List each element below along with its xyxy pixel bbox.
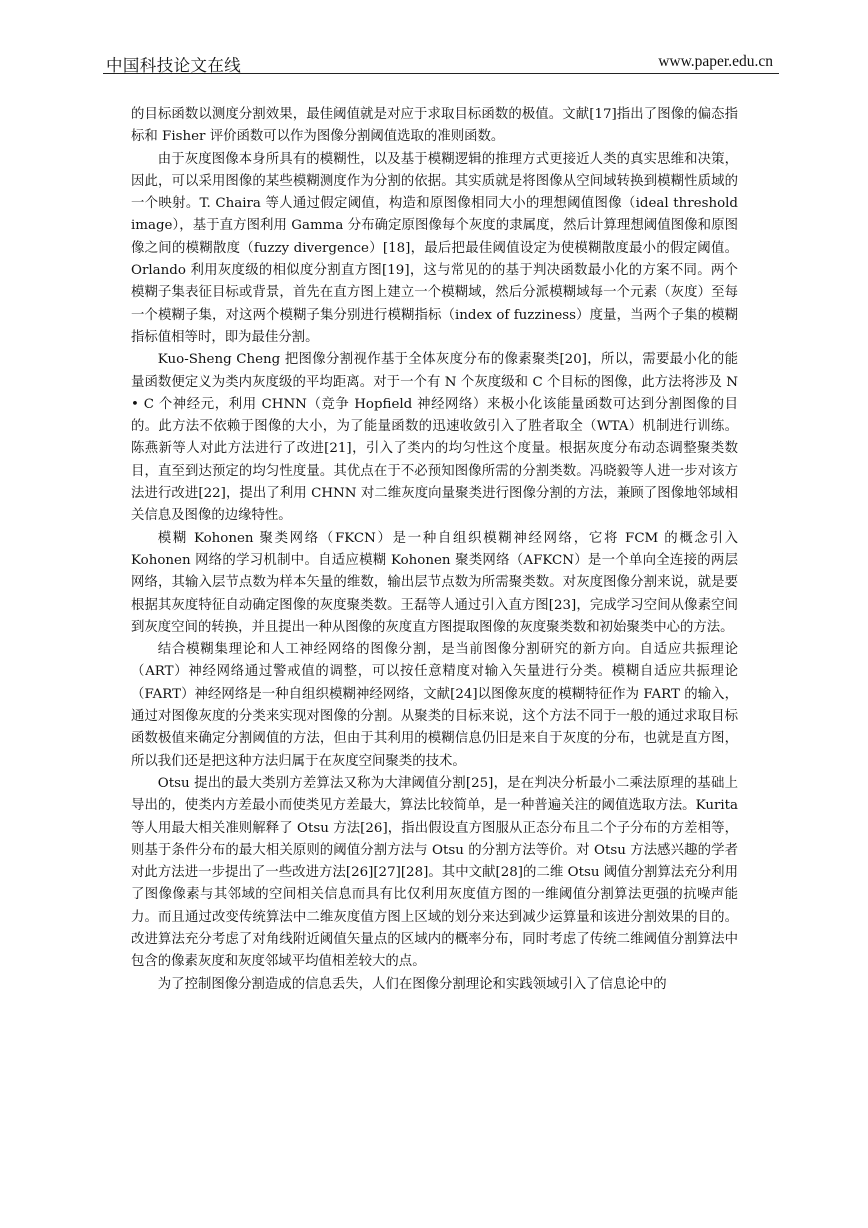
paragraph-otsu: Otsu 提出的最大类别方差算法又称为大津阈值分割[25]，是在判决分析最小二乘法原理的基础上导出的，使类内方差最小而使类见方差最大，算法比较简单，是一种普遍关注的阈值选取方法。Kurita 等人用最大相关准则解释了 Otsu 方法[26]，指出假设直方图服从正态分布且二个子分布的方差相等，则基于条件分布的最大相关原则的阈值分割方法与 Otsu 的分割方法等价。对 Otsu 方法感兴趣的学者对此方法进一步提出了一些改进方法[26][27][28]。其中文献[28]的二维 Otsu 阈值分割算法充分利用了图像像素与其邻域的空间相关信息而具有比仅利用灰度值方图的一维阈值分割算法更强的抗噪声能力。而且通过改变传统算法中二维灰度值方图上区域的划分来达到减少运算量和该进分割效果的目的。改进算法充分考虑了对角线附近阈值矢量点的区域内的概率分布，同时考虑了传统二维阈值分割算法中包含的像素灰度和灰度邻域平均值相差较大的点。: [131, 775, 738, 970]
paragraph-fart: 结合模糊集理论和人工神经网络的图像分割，是当前图像分割研究的新方向。自适应共振理论（ART）神经网络通过警戒值的调整，可以按任意精度对输入矢量进行分类。模糊自适应共振理论（FART）神经网络是一种自组织模糊神经网络，文献[24]以图像灰度的模糊特征作为 FART 的输入，通过对图像灰度的分类来实现对图像的分割。从聚类的目标来说，这个方法不同于一般的通过求取目标函数极值来确定分割阈值的方法，但由于其利用的模糊信息仍旧是来自于灰度的分布，也就是直方图，所以我们还是把这种方法归属于在灰度空间聚类的技术。: [131, 642, 738, 769]
paragraph-chnn-clustering: Kuo-Sheng Cheng 把图像分割视作基于全体灰度分布的像素聚类[20]，所以，需要最小化的能量函数便定义为类内灰度级的平均距离。对于一个有 N 个灰度级和 C 个目标的图像，此方法将涉及 N • C 个神经元，利用 CHNN（竞争 Hopfield 神经网络）来极小化该能量函数可达到分割图像的目的。此方法不依赖于图像的大小，为了能量函数的迅速收敛引入了胜者取全（WTA）机制进行训练。陈燕新等人对此方法进行了改进[21]，引入了类内的均匀性这个度量。根据灰度分布动态调整聚类数目，直至到达预定的均匀性度量。其优点在于不必预知图像所需的分割类数。冯晓毅等人进一步对该方法进行改进[22]，提出了利用 CHNN 对二维灰度向量聚类进行图像分割的方法，兼顾了图像地邻域相关信息及图像的边缘特性。: [131, 352, 738, 524]
article-body: [131, 104, 738, 996]
journal-name: 中国科技论文在线: [106, 56, 242, 75]
paragraph-continued: 的目标函数以测度分割效果，最佳阈值就是对应于求取目标函数的极值。文献[17]指出了图像的偏态指标和 Fisher 评价函数可以作为图像分割阈值选取的准则函数。: [131, 107, 738, 145]
paragraph-fkcn: 模糊 Kohonen 聚类网络（FKCN）是一种自组织模糊神经网络，它将 FCM 的概念引入 Kohonen 网络的学习机制中。自适应模糊 Kohonen 聚类网络（AFKCN）是一个单向全连接的两层网络，其输入层节点数为样本矢量的维数，输出层节点数为所需聚类数。对灰度图像分割来说，就是要根据其灰度特征自动确定图像的灰度聚类数。王磊等人通过引入直方图[23]，完成学习空间从像素空间到灰度空间的转换，并且提出一种从图像的灰度直方图提取图像的灰度聚类数和初始聚类中心的方法。: [131, 530, 738, 635]
paragraph-information-theory: 为了控制图像分割造成的信息丢失，人们在图像分割理论和实践领域引入了信息论中的: [157, 976, 667, 992]
header-divider: [103, 73, 779, 74]
page-header: [103, 52, 779, 74]
website-link[interactable]: www.paper.edu.cn: [658, 53, 773, 70]
paragraph-fuzzy-measure: 由于灰度图像本身所具有的模糊性，以及基于模糊逻辑的推理方式更接近人类的真实思维和决策，因此，可以采用图像的某些模糊测度作为分割的依据。其实质就是将图像从空间域转换到模糊性质域的一个映射。T. Chaira 等人通过假定阈值，构造和原图像相同大小的理想阈值图像（ideal threshold image），基于直方图利用 Gamma 分布确定原图像每个灰度的隶属度，然后计算理想阈值图像和原图像之间的模糊散度（fuzzy divergence）[18]，最后把最佳阈值设定为使模糊散度最小的假定阈值。Orlando 利用灰度级的相似度分割直方图[19]，这与常见的的基于判决函数最小化的方案不同。两个模糊子集表征目标或背景，首先在直方图上建立一个模糊域，然后分派模糊域每一个元素（灰度）至每一个模糊子集，对这两个模糊子集分别进行模糊指标（index of fuzziness）度量，当两个子集的模糊指标值相等时，即为最佳分割。: [131, 151, 738, 345]
